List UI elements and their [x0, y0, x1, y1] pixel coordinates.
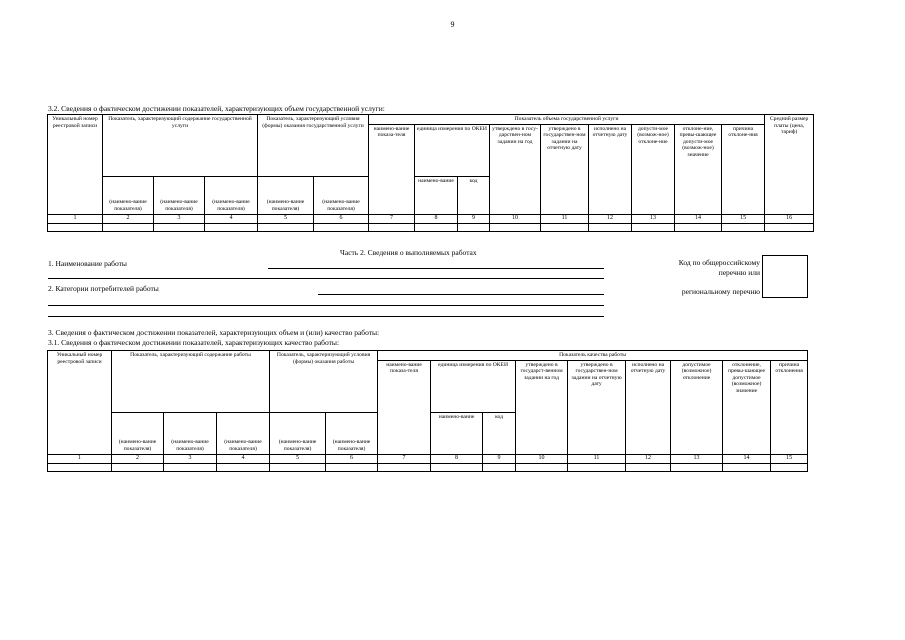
header-unit-name: наимено-вание [431, 412, 483, 454]
column-number: 6 [326, 454, 378, 463]
header-indicator-name: наимено-вание показа-теля [369, 124, 415, 214]
header-conditions-indicator: Показатель, характеризующий условия (формы) оказания работы [270, 351, 378, 413]
header-approved-date: утверждено в государствен-ном задании на отчетную дату [568, 360, 626, 454]
work-name-label: 1. Наименование работы [48, 259, 127, 268]
subheader-indicator-name: (наимено-вание показателя) [270, 412, 326, 454]
subheader-indicator-name: (наимено-вание показателя) [112, 412, 164, 454]
column-number: 12 [626, 454, 671, 463]
header-approved-year: утверждено в госу-дарствен-ном задании на год [490, 124, 541, 214]
header-unit: единица измерения по ОКЕИ [431, 360, 516, 412]
consumers-field-line-3[interactable] [48, 316, 604, 317]
header-conditions-indicator: Показатель, характеризующий условия (формы) оказания государственной услуги [258, 115, 369, 177]
column-number: 14 [723, 454, 771, 463]
header-unique-number: Уникальный номер реестровой записи [48, 351, 112, 455]
column-number: 13 [671, 454, 723, 463]
column-number: 7 [369, 214, 415, 223]
column-number: 8 [431, 454, 483, 463]
header-quality-indicator: Показатель качества работы [378, 351, 808, 361]
work-name-field[interactable] [268, 268, 604, 269]
code-label-line-3: региональному перечню [681, 287, 760, 296]
volume-table [47, 114, 814, 232]
code-label-line-1: Код по общероссийскому [678, 258, 760, 267]
column-number: 16 [765, 214, 814, 223]
column-number: 10 [516, 454, 568, 463]
column-number: 3 [164, 454, 217, 463]
section-3-2-title: 3.2. Сведения о фактическом достижении показателей, характеризующих объем государственной услуги: [48, 104, 385, 113]
subheader-indicator-name: (наимено-вание показателя) [154, 176, 205, 214]
header-indicator-name: наимено-вание показа-теля [378, 360, 431, 454]
subheader-indicator-name: (наимено-вание показателя) [164, 412, 217, 454]
column-number: 1 [48, 214, 103, 223]
header-deviation: отклоне-ние, превы-шающее допусти-мое (возмож-ное) значение [675, 124, 722, 214]
column-number: 2 [103, 214, 154, 223]
table-row [48, 463, 808, 471]
part-2-title: Часть 2. Сведения о выполняемых работах [340, 248, 477, 257]
column-number: 15 [722, 214, 765, 223]
column-number: 5 [258, 214, 314, 223]
column-number: 11 [568, 454, 626, 463]
section-3-title: 3. Сведения о фактическом достижении показателей, характеризующих объем и (или) качество работы: [48, 328, 380, 337]
header-content-indicator: Показатель, характеризующий содержание государственной услуги [103, 115, 258, 177]
consumers-field[interactable] [318, 294, 604, 295]
subheader-indicator-name: (наимено-вание показателя) [217, 412, 270, 454]
column-number: 15 [771, 454, 808, 463]
consumers-label: 2. Категории потребителей работы [48, 284, 159, 293]
header-executed: исполнено на отчетную дату [626, 360, 671, 454]
subheader-indicator-name: (наимено-вание показателя) [314, 176, 369, 214]
code-box[interactable] [762, 255, 808, 298]
page-number: 9 [450, 20, 455, 29]
subheader-indicator-name: (наимено-вание показателя) [103, 176, 154, 214]
header-reason: причина отклоне-ния [722, 124, 765, 214]
section-3-1-title: 3.1. Сведения о фактическом достижении показателей, характеризующих качество работы: [48, 338, 340, 347]
column-number: 13 [632, 214, 675, 223]
header-unit: единица измерения по ОКЕИ [415, 124, 490, 176]
column-number: 5 [270, 454, 326, 463]
column-number: 12 [589, 214, 632, 223]
header-executed: исполнено на отчетную дату [589, 124, 632, 214]
header-allowed-deviation: допусти-мое (возмож-ное) отклоне-ние [632, 124, 675, 214]
column-number: 2 [112, 454, 164, 463]
column-number: 9 [458, 214, 490, 223]
column-number: 8 [415, 214, 458, 223]
subheader-indicator-name: (наимено-вание показателя) [326, 412, 378, 454]
header-reason: причина отклонения [771, 360, 808, 454]
column-number: 7 [378, 454, 431, 463]
column-number: 4 [217, 454, 270, 463]
header-unit-name: наимено-вание [415, 176, 458, 214]
header-unit-code: код [483, 412, 516, 454]
column-number: 14 [675, 214, 722, 223]
quality-table [47, 350, 808, 472]
column-number: 1 [48, 454, 112, 463]
consumers-field-line-2[interactable] [48, 305, 604, 306]
header-unit-code: код [458, 176, 490, 214]
column-number: 10 [490, 214, 541, 223]
column-number: 9 [483, 454, 516, 463]
column-number: 4 [205, 214, 258, 223]
column-number: 6 [314, 214, 369, 223]
column-number: 11 [541, 214, 589, 223]
header-deviation: отклонение, превы-шающее допустимое (возможное) значение [723, 360, 771, 454]
header-volume-indicator: Показатель объема государственной услуги [369, 115, 765, 125]
header-average-fee: Средний размер платы (цена, тариф) [765, 115, 814, 215]
header-approved-date: утверждено в государствен-ном задании на отчетную дату [541, 124, 589, 214]
header-approved-year: утверждено в государст-венном задании на год [516, 360, 568, 454]
work-name-field-line-2[interactable] [48, 278, 604, 279]
code-label-line-2: перечню или [718, 268, 760, 277]
header-allowed-deviation: допустимое (возможное) отклонение [671, 360, 723, 454]
column-number: 3 [154, 214, 205, 223]
subheader-indicator-name: (наимено-вание показателя) [258, 176, 314, 214]
header-content-indicator: Показатель, характеризующий содержание работы [112, 351, 270, 413]
header-unique-number: Уникальный номер реестровой записи [48, 115, 103, 215]
table-row [48, 223, 814, 231]
subheader-indicator-name: (наимено-вание показателя) [205, 176, 258, 214]
code-label [630, 258, 760, 297]
